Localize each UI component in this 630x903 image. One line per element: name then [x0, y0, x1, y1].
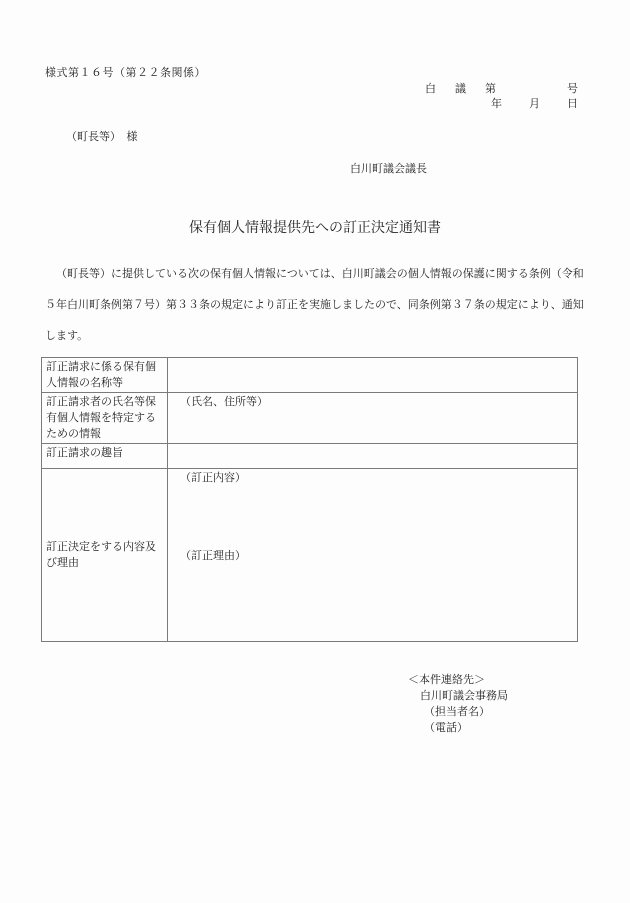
row-label: 訂正請求者の氏名等保有個人情報を特定するための情報: [42, 393, 168, 444]
body-paragraph: （町長等）に提供している次の保有個人情報については、白川町議会の個人情報の保護に関する条例（令和５年白川町条例第７号）第３３条の規定により訂正を実施しましたので、同条例第３７条の規定により、通知します。: [45, 267, 584, 342]
row-value: [168, 358, 578, 393]
doc-number-suffix: 号: [567, 82, 578, 95]
date-year: 年: [491, 97, 502, 110]
row-value: [168, 469, 578, 642]
doc-number-prefix-3: 第: [485, 82, 496, 95]
table-row: [42, 393, 578, 444]
date-month: 月: [529, 97, 540, 110]
sender: 白川町議会議長: [350, 162, 427, 175]
info-table: [41, 357, 578, 642]
correction-reason: （訂正理由）: [180, 549, 246, 562]
contact-person: （担当者名）: [424, 705, 490, 718]
row-value: （氏名、住所等）: [168, 393, 578, 444]
row-label: 訂正請求の趣旨: [42, 444, 168, 469]
document-title: 保有個人情報提供先への訂正決定通知書: [189, 220, 441, 236]
contact-office: 白川町議会事務局: [420, 689, 508, 702]
table-row: [42, 358, 578, 393]
date-day: 日: [567, 97, 578, 110]
row-value: [168, 444, 578, 469]
contact-block: [408, 672, 508, 736]
doc-number-prefix-2: 議: [455, 82, 466, 95]
date-line: [491, 95, 578, 111]
addressee: （町長等） 様: [66, 130, 138, 143]
row-label: 訂正請求に係る保有個人情報の名称等: [42, 358, 168, 393]
document-number: [425, 80, 578, 96]
body-text: [45, 258, 585, 351]
correction-content: （訂正内容）: [180, 471, 246, 484]
table-row: [42, 469, 578, 642]
table-row: [42, 444, 578, 469]
form-number: 様式第１６号（第２２条関係）: [45, 66, 206, 79]
row-label: 訂正決定をする内容及び理由: [42, 469, 168, 642]
contact-heading: ＜本件連絡先＞: [408, 673, 485, 686]
contact-phone: （電話）: [424, 721, 468, 734]
doc-number-prefix-1: 白: [425, 82, 436, 95]
